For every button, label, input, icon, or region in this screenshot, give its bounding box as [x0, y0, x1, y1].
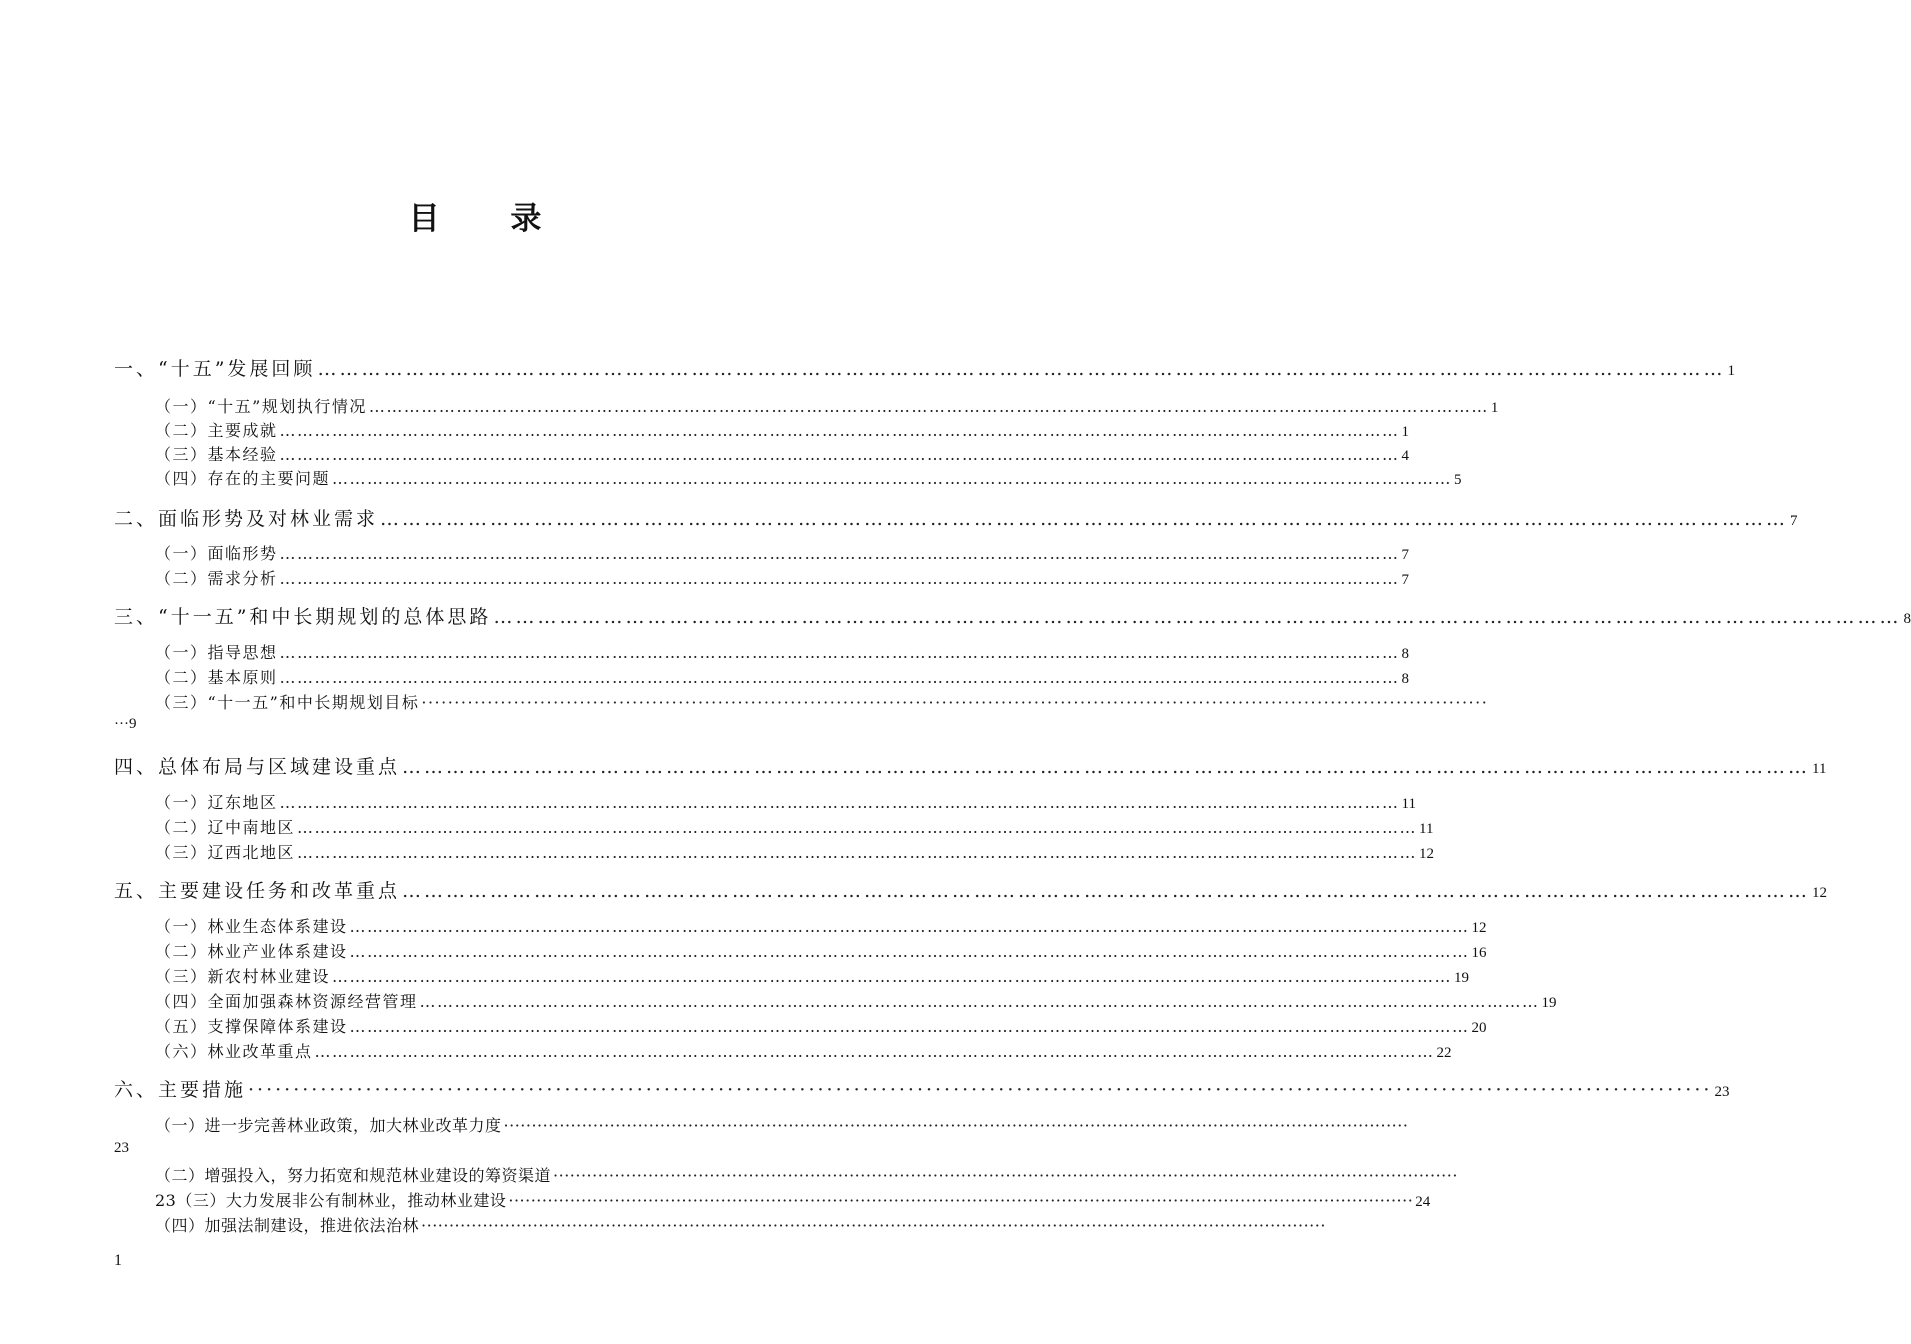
leader-dots: …………………………………………………………………………………………………………………………………………………………………………: [349, 942, 1470, 961]
toc-entry-label: （五）支撑保障体系建设: [155, 1017, 348, 1036]
toc-page-number: 16: [1471, 945, 1487, 961]
toc-entry-label: （一）面临形势: [155, 544, 278, 563]
leader-dots: …………………………………………………………………………………………………………………………………………………………………………: [493, 606, 1902, 628]
toc-page-number: 20: [1471, 1020, 1487, 1036]
leader-dots: …………………………………………………………………………………………………………………………………………………………………………: [349, 1017, 1470, 1036]
toc-page-number: 7: [1790, 513, 1798, 529]
toc-entry-label: 六、主要措施: [114, 1079, 247, 1101]
toc-page-number: 19: [1541, 995, 1557, 1011]
leader-dots: …………………………………………………………………………………………………………………………………………………………………………: [279, 445, 1400, 464]
toc-entry-section-3[interactable]: [114, 602, 1911, 629]
toc-entry[interactable]: [155, 1163, 1458, 1186]
toc-entry[interactable]: [155, 394, 1499, 417]
leader-dots: …………………………………………………………………………………………………………………………………………………………………………: [380, 508, 1789, 530]
toc-continuation: 23: [114, 1140, 129, 1156]
toc-entry[interactable]: [155, 1113, 1409, 1136]
toc-entry[interactable]: [155, 1039, 1452, 1062]
toc-entry-label: （一）指导思想: [155, 643, 278, 662]
toc-page-number: 1: [1401, 424, 1410, 440]
page-title: 目 录: [408, 201, 572, 237]
toc-entry[interactable]: [155, 690, 1489, 713]
leader-dots: …………………………………………………………………………………………………………………………………………………………………………: [279, 668, 1400, 687]
toc-page-number: 23: [1714, 1084, 1730, 1100]
toc-entry-label: （一）进一步完善林业政策，加大林业改革力度: [155, 1116, 502, 1135]
toc-entry-label: （一）辽东地区: [155, 793, 278, 812]
leader-dots: ··································································································································································: [421, 693, 1489, 712]
footer-page-number: 1: [114, 1252, 122, 1269]
toc-entry-label: （二）增强投入，努力拓宽和规范林业建设的筹资渠道: [155, 1166, 552, 1185]
toc-entry-section-5[interactable]: [114, 876, 1828, 903]
leader-dots: …………………………………………………………………………………………………………………………………………………………………………: [279, 569, 1400, 588]
toc-entry-section-2[interactable]: [114, 504, 1798, 531]
toc-page-number: 19: [1454, 970, 1470, 986]
toc-page-number: 11: [1812, 761, 1827, 777]
leader-dots: …………………………………………………………………………………………………………………………………………………………………………: [332, 967, 1453, 986]
toc-entry-label: （四）存在的主要问题: [155, 469, 331, 488]
toc-entry-label: （二）需求分析: [155, 569, 278, 588]
toc-page-number: 7: [1401, 547, 1410, 563]
toc-page-number: 24: [1415, 1194, 1431, 1210]
leader-dots: ··································································································································································: [503, 1116, 1409, 1135]
toc-entry-label: （四）全面加强森林资源经营管理: [155, 992, 418, 1011]
leader-dots: …………………………………………………………………………………………………………………………………………………………………………: [297, 843, 1418, 862]
toc-page-number: 8: [1401, 671, 1410, 687]
toc-entry-label: （二）林业产业体系建设: [155, 942, 348, 961]
toc-page-number: 5: [1454, 472, 1462, 488]
toc-entry-label: （三）基本经验: [155, 445, 278, 464]
leader-dots: …………………………………………………………………………………………………………………………………………………………………………: [297, 818, 1418, 837]
toc-entry[interactable]: [155, 640, 1410, 663]
toc-entry[interactable]: [155, 989, 1557, 1012]
toc-entry[interactable]: [155, 665, 1410, 688]
toc-entry-label: （二）辽中南地区: [155, 818, 296, 837]
toc-entry[interactable]: [155, 541, 1410, 564]
leader-dots: …………………………………………………………………………………………………………………………………………………………………………: [314, 1042, 1435, 1061]
toc-entry[interactable]: [155, 914, 1487, 937]
leader-dots: …………………………………………………………………………………………………………………………………………………………………………: [419, 992, 1540, 1011]
toc-entry-label: （一）“十五”规划执行情况: [155, 397, 367, 416]
toc-page-number: 1: [1727, 363, 1735, 379]
leader-dots: …………………………………………………………………………………………………………………………………………………………………………: [279, 793, 1400, 812]
toc-continuation: ···9: [114, 716, 137, 732]
toc-entry-label: （六）林业改革重点: [155, 1042, 313, 1061]
toc-entry[interactable]: [155, 566, 1410, 589]
toc-entry[interactable]: [155, 815, 1434, 838]
toc-entry-label: 五、主要建设任务和改革重点: [114, 880, 401, 902]
leader-dots: …………………………………………………………………………………………………………………………………………………………………………: [279, 421, 1400, 440]
toc-page-number: 8: [1401, 646, 1410, 662]
toc-page-number: 11: [1419, 821, 1434, 837]
toc-entry-label: （三）辽西北地区: [155, 843, 296, 862]
toc-page-number: 12: [1471, 920, 1487, 936]
leader-dots: …………………………………………………………………………………………………………………………………………………………………………: [402, 756, 1811, 778]
toc-entry[interactable]: [155, 939, 1487, 962]
toc-entry-label: 一、“十五”发展回顾: [114, 358, 316, 380]
toc-entry[interactable]: [155, 1014, 1487, 1037]
toc-entry[interactable]: [155, 790, 1416, 813]
toc-entry[interactable]: [155, 418, 1410, 441]
toc-entry[interactable]: [155, 840, 1435, 863]
toc-entry[interactable]: [155, 466, 1462, 489]
leader-dots: ··································································································································································: [508, 1191, 1414, 1210]
leader-dots: …………………………………………………………………………………………………………………………………………………………………………: [368, 397, 1489, 416]
toc-entry-label: 二、面临形势及对林业需求: [114, 508, 379, 530]
toc-page-number: 7: [1401, 572, 1410, 588]
toc-page-number: 22: [1436, 1045, 1452, 1061]
toc-entry-label: （一）林业生态体系建设: [155, 917, 348, 936]
toc-entry-label: 四、总体布局与区域建设重点: [114, 756, 401, 778]
toc-entry-section-6[interactable]: [114, 1075, 1730, 1102]
toc-entry-label: （二）基本原则: [155, 668, 278, 687]
leader-dots: …………………………………………………………………………………………………………………………………………………………………………: [317, 358, 1726, 380]
toc-page-number: 1: [1490, 400, 1499, 416]
leader-dots: ··································································································································································: [421, 1216, 1326, 1235]
toc-entry[interactable]: [155, 1213, 1326, 1236]
toc-entry[interactable]: [155, 1188, 1431, 1211]
toc-entry-label: 三、“十一五”和中长期规划的总体思路: [114, 606, 492, 628]
toc-page-number: 12: [1812, 885, 1828, 901]
toc-entry-section-1[interactable]: [114, 354, 1735, 381]
leader-dots: …………………………………………………………………………………………………………………………………………………………………………: [332, 469, 1453, 488]
toc-page-number: 11: [1401, 796, 1416, 812]
leader-dots: …………………………………………………………………………………………………………………………………………………………………………: [349, 917, 1470, 936]
toc-entry[interactable]: [155, 442, 1410, 465]
toc-entry-label: 23（三）大力发展非公有制林业，推动林业建设: [155, 1191, 507, 1210]
leader-dots: ··································································································································································: [248, 1079, 1713, 1101]
toc-entry-label: （三）“十一五”和中长期规划目标: [155, 693, 420, 712]
leader-dots: …………………………………………………………………………………………………………………………………………………………………………: [402, 880, 1811, 902]
leader-dots: …………………………………………………………………………………………………………………………………………………………………………: [279, 643, 1400, 662]
toc-page-number: 12: [1419, 846, 1435, 862]
leader-dots: ··································································································································································: [553, 1166, 1458, 1185]
toc-entry[interactable]: [155, 964, 1470, 987]
toc-page-number: 8: [1903, 611, 1911, 627]
toc-entry-label: （四）加强法制建设，推进依法治林: [155, 1216, 420, 1235]
toc-entry-label: （三）新农村林业建设: [155, 967, 331, 986]
leader-dots: …………………………………………………………………………………………………………………………………………………………………………: [279, 544, 1400, 563]
toc-page-number: 4: [1401, 448, 1410, 464]
toc-entry-label: （二）主要成就: [155, 421, 278, 440]
toc-entry-section-4[interactable]: [114, 752, 1827, 779]
